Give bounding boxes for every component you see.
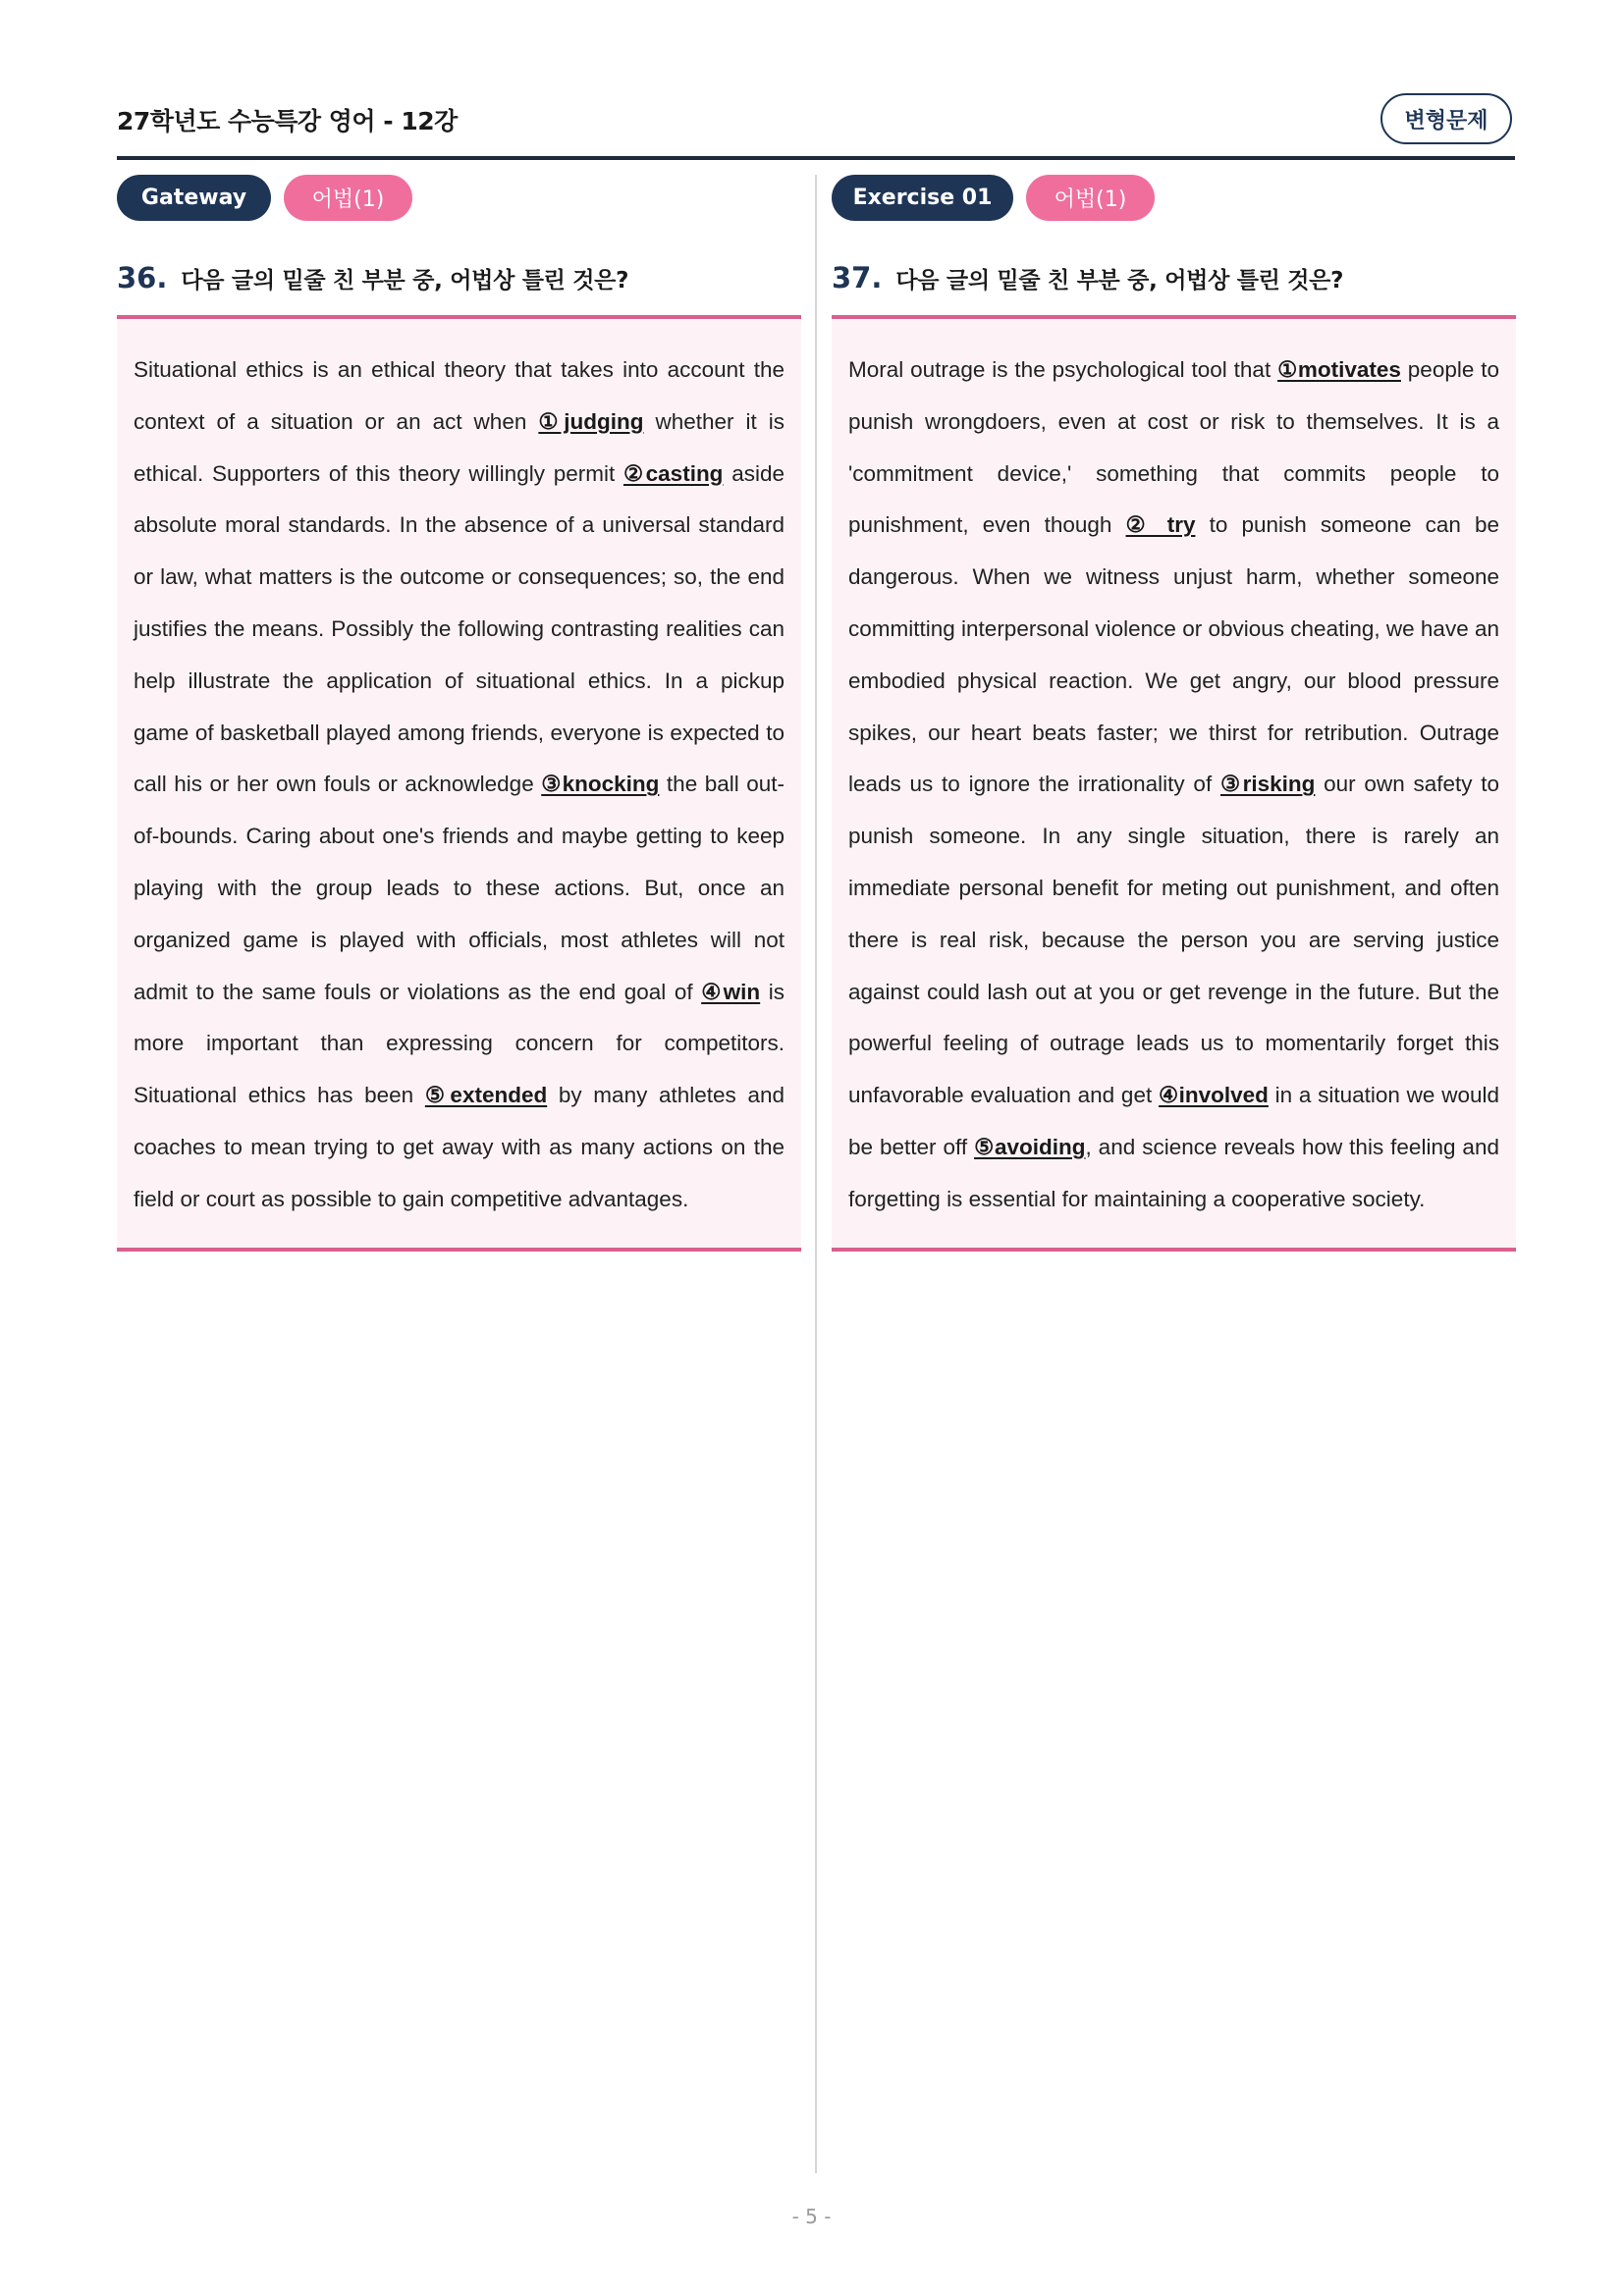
passage-segment: our own safety to punish someone. In any single situation, there is rarely an immediate personal benefit for meting out punishment, and often there is real risk, because the person you are serving justice against could lash out at you or get revenge in the future. But the powerful feeling of outrage leads us to momentarily forget this unfavorable evaluation and get [848,772,1499,1108]
question-prompt: 다음 글의 밑줄 친 부분 중, 어법상 틀린 것은? [181,268,629,294]
underlined-choice: ①judging [538,408,644,434]
underlined-choice: ⑤extended [424,1083,548,1108]
passage-segment: in a situation we would be better off [848,1083,1499,1159]
question-number: 36. [117,261,168,294]
left-tags [117,175,801,222]
passage-segment: the ball out-of-bounds. Caring about one's friends and maybe getting to keep playing with the group leads to these actions. But, once an organized game is played with officials, most athletes will not admit to the same fouls or violations as the end goal of [134,772,784,1004]
right-column [832,175,1516,1211]
underlined-choice: ①motivates [1277,357,1401,382]
underlined-choice: ②casting [622,460,724,486]
passage-text [134,345,784,1226]
right-tags [832,175,1516,222]
question-number: 37. [832,261,883,294]
grammar-tag: 어법(1) [284,175,412,221]
header-divider [117,156,1515,160]
passage-box [117,315,801,1252]
underlined-choice: ⑤avoiding [974,1134,1086,1159]
passage-segment: aside absolute moral standards. In the absence of a universal standard or law, what matters is the outcome or consequences; so, the end justifies the means. Possibly the following contrasting realities can help illustrate the application of situational ethics. In a pickup game of basketball played among friends, everyone is expected to call his or her own fouls or acknowledge [134,460,784,797]
document-title: 27학년도 수능특강 영어 - 12강 [117,107,458,135]
variant-badge: 변형문제 [1380,93,1512,144]
underlined-choice: ④win [701,979,761,1004]
passage-text [848,345,1499,1226]
underlined-choice: ④involved [1158,1083,1269,1108]
question-36-heading [117,261,628,294]
page-number: - 5 - [791,2205,832,2228]
passage-segment: to punish someone can be dangerous. When we witness unjust harm, whether someone committing interpersonal violence or obvious cheating, we have an embodied physical reaction. We get angry, our blood pressure spikes, our heart beats faster; we thirst for retribution. Outrage leads us to ignore the irrationality of [848,512,1499,797]
underlined-choice: ② try [1125,512,1196,538]
question-37-heading [832,261,1343,294]
exercise-tag: Exercise 01 [832,175,1013,221]
underlined-choice: ③risking [1219,772,1316,797]
passage-segment: Moral outrage is the psychological tool that [848,357,1278,382]
passage-segment: people to punish wrongdoers, even at cost or risk to themselves. It is a 'commitment device,' something that commits people to punishment, even though [848,357,1499,538]
passage-segment: , and science reveals how this feeling and forgetting is essential for maintaining a cooperative society. [848,1134,1499,1211]
grammar-tag: 어법(1) [1026,175,1155,221]
question-prompt: 다음 글의 밑줄 친 부분 중, 어법상 틀린 것은? [895,268,1344,294]
underlined-choice: ③knocking [541,772,660,797]
passage-segment: whether it is ethical. Supporters of this theory willingly permit [134,408,784,486]
passage-segment: by many athletes and coaches to mean trying to get away with as many actions on the field or court as possible to gain competitive advantages. [134,1083,785,1211]
column-divider [815,175,817,2173]
passage-segment: is more important than expressing concern for competitors. Situational ethics has been [134,979,785,1108]
gateway-tag: Gateway [117,175,271,221]
left-column [117,175,801,1211]
passage-box [832,315,1516,1252]
passage-segment: Situational ethics is an ethical theory that takes into account the context of a situation or an act when [134,357,784,434]
